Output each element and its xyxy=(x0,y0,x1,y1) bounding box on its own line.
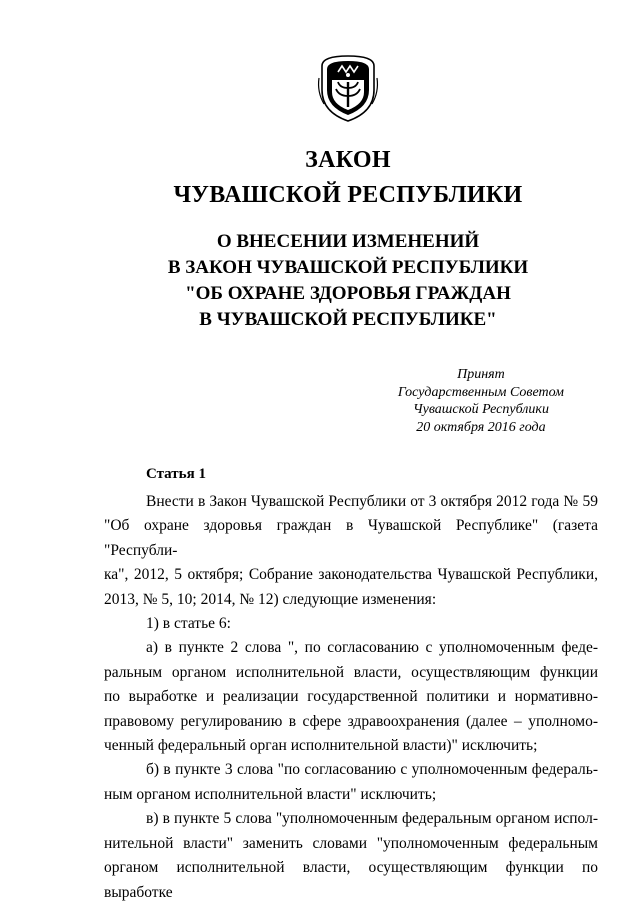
subtitle-line: "ОБ ОХРАНЕ ЗДОРОВЬЯ ГРАЖДАН xyxy=(185,283,511,304)
title-line-law: ЗАКОН xyxy=(305,147,391,173)
adoption-note xyxy=(398,366,564,436)
adoption-line: Принят xyxy=(457,367,505,382)
article-heading: Статья 1 xyxy=(146,466,206,482)
text-line: в) в пункте 5 слова "уполномоченным федеральным органом испол- xyxy=(146,810,598,828)
text-line: "Об охране здоровья граждан в Чувашской Республике" (газета "Республи- xyxy=(104,517,598,559)
law-subtitle xyxy=(0,229,640,333)
paragraph xyxy=(104,490,598,612)
text-line: 2013, № 5, 10; 2014, № 12) следующие изменения: xyxy=(104,590,437,608)
article-body xyxy=(104,490,598,905)
text-line: Внести в Закон Чувашской Республики от 3 октября 2012 года № 59 xyxy=(146,493,598,510)
emblem-icon xyxy=(316,52,380,124)
text-line: нительной власти" заменить словами "уполномоченным федеральным xyxy=(104,834,598,852)
paragraph xyxy=(104,758,598,807)
subtitle-line: В ЧУВАШСКОЙ РЕСПУБЛИКЕ" xyxy=(199,309,497,330)
paragraph xyxy=(104,636,598,758)
text-line: ральным органом исполнительной власти, осуществляющим функции xyxy=(104,663,598,681)
title-line-republic: ЧУВАШСКОЙ РЕСПУБЛИКИ xyxy=(173,182,523,208)
text-line: ным органом исполнительной власти" исключить; xyxy=(104,785,437,803)
paragraph xyxy=(104,807,598,905)
adoption-line: Чувашской Республики xyxy=(412,402,549,417)
text-line: ченный федеральный орган исполнительной власти)" исключить; xyxy=(104,737,538,755)
text-line: а) в пункте 2 слова ", по согласованию с уполномоченным феде- xyxy=(146,639,598,657)
law-title xyxy=(0,143,640,213)
text-line: по выработке и реализации государственной политики и нормативно- xyxy=(104,688,598,706)
text-line: органом исполнительной власти, осуществляющим функции по выработке xyxy=(104,859,598,901)
chuvash-republic-emblem xyxy=(316,52,380,124)
subtitle-line: В ЗАКОН ЧУВАШСКОЙ РЕСПУБЛИКИ xyxy=(167,257,529,278)
text-line: ка", 2012, 5 октября; Собрание законодательства Чувашской Республики, xyxy=(104,566,598,584)
paragraph xyxy=(104,612,598,636)
text-line: 1) в статье 6: xyxy=(146,615,231,633)
text-line: б) в пункте 3 слова "по согласованию с уполномоченным федераль- xyxy=(146,761,598,779)
text-line: правовому регулированию в сфере здравоохранения (далее – уполномо- xyxy=(104,712,598,730)
subtitle-line: О ВНЕСЕНИИ ИЗМЕНЕНИЙ xyxy=(216,231,480,252)
adoption-date: 20 октября 2016 года xyxy=(416,419,546,435)
adoption-line: Государственным Советом xyxy=(397,384,564,400)
